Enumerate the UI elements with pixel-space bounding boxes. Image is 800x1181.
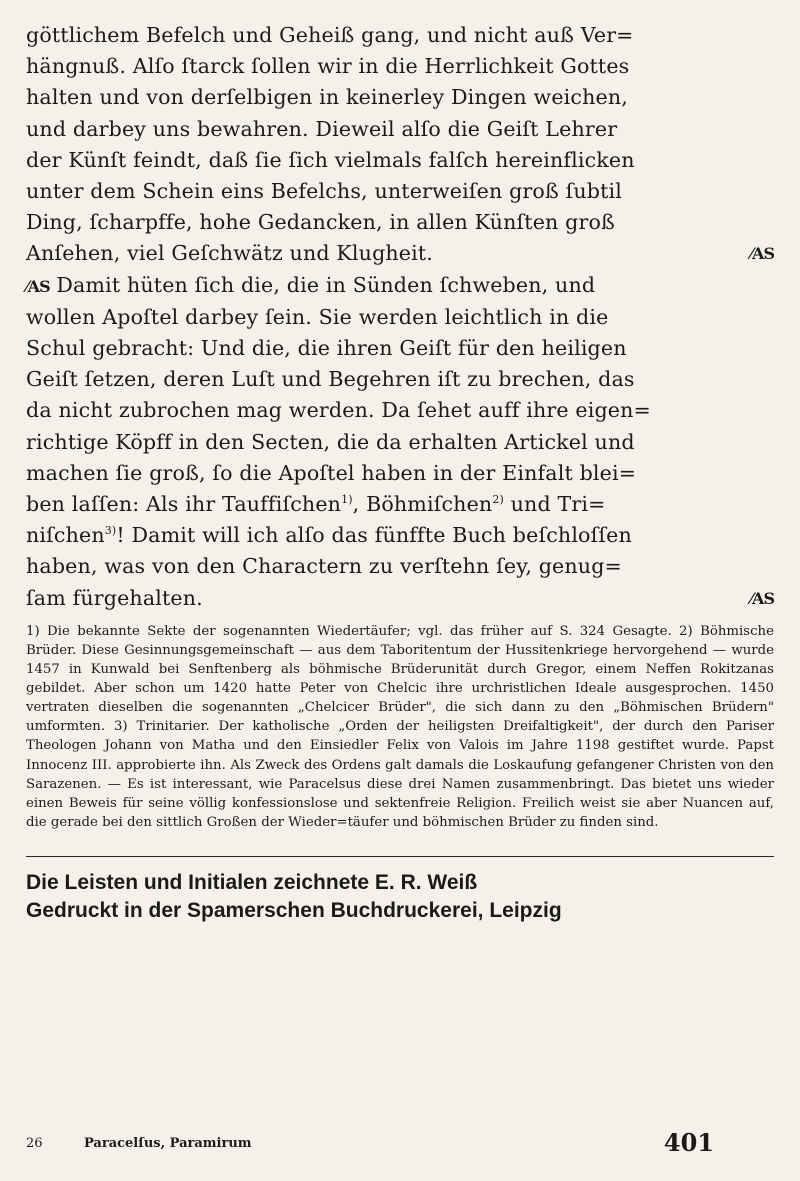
footnote-ref: 1) xyxy=(341,493,353,507)
text-segment: Damit hüten ſich die, die in Sünden ſchweben, und xyxy=(49,272,596,297)
text-line: Schul gebracht: Und die, die ihren Geiſt für den heiligen xyxy=(26,336,627,361)
text-line: wollen Apoſtel darbey ſein. Sie werden leichtlich in die xyxy=(26,304,609,329)
text-segment: und Tri= xyxy=(503,492,606,517)
text-line: richtige Köpff in den Secten, die da erhalten Artickel und xyxy=(26,429,635,454)
footnote-text: 1) Die bekannte Sekte der sogenannten Wiedertäufer; vgl. das früher auf S. 324 Gesagte. 2) Böhmische Brüder. Diese Gesinnungsgemeinschaft — aus dem Taboritentum der Hussitenkriege hervorgehend — wurde 1457 in Kunwald bei Senftenberg als böhmische Brüderunität durch Gregor, einem Neffen Rokitzanas gebildet. Aber schon um 1420 hatte Peter von Chelcic ihre urchristlichen Ideale ausgesprochen. 1450 vertraten dieselben die sogenannten „Chelcicer Brüder", die sich dann zu den „Böhmischen Brüdern" umformten. 3) Trinitarier. Der katholische „Orden der heiligsten Dreifaltigkeit", der durch den Pariser Theologen Johann von Matha und den Einsiedler Felix von Valois im Jahre 1198 gestiftet wurde. Papst Innocenz III. approbierte ihn. Als Zweck des Ordens galt damals die Loskaufung gefangener Christen von den Sarazenen. — Es ist interessant, wie Paracelsus diese drei Namen zusammenbringt. Das bietet uns wieder einen Beweis für seine völlig konfessionslose und sektenfreie Religion. Freilich weist sie aber Nuancen auf, die gerade bei den sittlich Großen der Wieder=täufer und böhmischen Brüder zu finden sind. xyxy=(26,623,774,830)
text-segment: , Böhmiſchen xyxy=(352,492,493,517)
footnotes xyxy=(26,622,774,832)
text-segment: ! Damit will ich alſo das fünffte Buch beſchloſſen xyxy=(116,523,632,548)
footnote-ref: 3) xyxy=(104,524,117,538)
text-segment: ſam fürgehalten. xyxy=(26,585,203,610)
colophon-line: Gedruckt in der Spamerschen Buchdruckerei, Leipzig xyxy=(26,898,562,922)
footnote-ref: 2) xyxy=(492,493,504,507)
page-number: 401 xyxy=(663,1128,714,1157)
text-line: haben, was von den Charactern zu verſtehn ſey, genug= xyxy=(26,554,622,579)
text-line: Ding, ſcharpffe, hohe Gedancken, in allen Künſten groß xyxy=(26,210,615,235)
text-line: halten und von derſelbigen in keinerley Dingen weichen, xyxy=(26,85,628,110)
text-line: hängnuß. Alſo ſtarck ſollen wir in die Herrlichkeit Gottes xyxy=(26,54,630,79)
text-line xyxy=(26,270,774,302)
text-line xyxy=(26,520,774,551)
text-segment: ben laſſen: Als ihr Tauffiſchen xyxy=(26,492,342,517)
text-line: der Künſt feindt, daß ſie ſich vielmals falſch hereinflicken xyxy=(26,147,635,172)
text-line: Geiſt ſetzen, deren Luſt und Begehren iſt zu brechen, das xyxy=(26,367,635,392)
text-line: machen ſie groß, ſo die Apoſtel haben in der Einfalt blei= xyxy=(26,460,637,485)
paragraph-mark: ⁄AS xyxy=(750,588,774,608)
text-line xyxy=(26,489,774,520)
text-line xyxy=(26,238,774,269)
text-segment: Anſehen, viel Geſchwätz und Klugheit. xyxy=(26,241,434,266)
signature-number: 26 xyxy=(26,1136,43,1151)
colophon-line: Die Leisten und Initialen zeichnete E. R. Weiß xyxy=(26,870,478,894)
running-head: Paracelſus, Paramirum xyxy=(84,1136,252,1151)
main-text xyxy=(26,20,774,614)
paragraph-mark: ⁄AS xyxy=(26,276,50,296)
text-line: da nicht zubrochen mag werden. Da ſehet auff ihre eigen= xyxy=(26,398,651,423)
text-line: unter dem Schein eins Befelchs, unterweiſen groß ſubtil xyxy=(26,179,622,204)
page xyxy=(26,20,774,925)
page-footer xyxy=(26,1128,774,1158)
text-segment: niſchen xyxy=(26,523,105,548)
text-line xyxy=(26,583,774,614)
text-line: göttlichem Befelch und Geheiß gang, und nicht auß Ver= xyxy=(26,23,634,47)
divider xyxy=(26,856,774,857)
paragraph-mark: ⁄AS xyxy=(750,244,774,264)
text-line: und darbey uns bewahren. Dieweil alſo die Geiſt Lehrer xyxy=(26,116,618,141)
